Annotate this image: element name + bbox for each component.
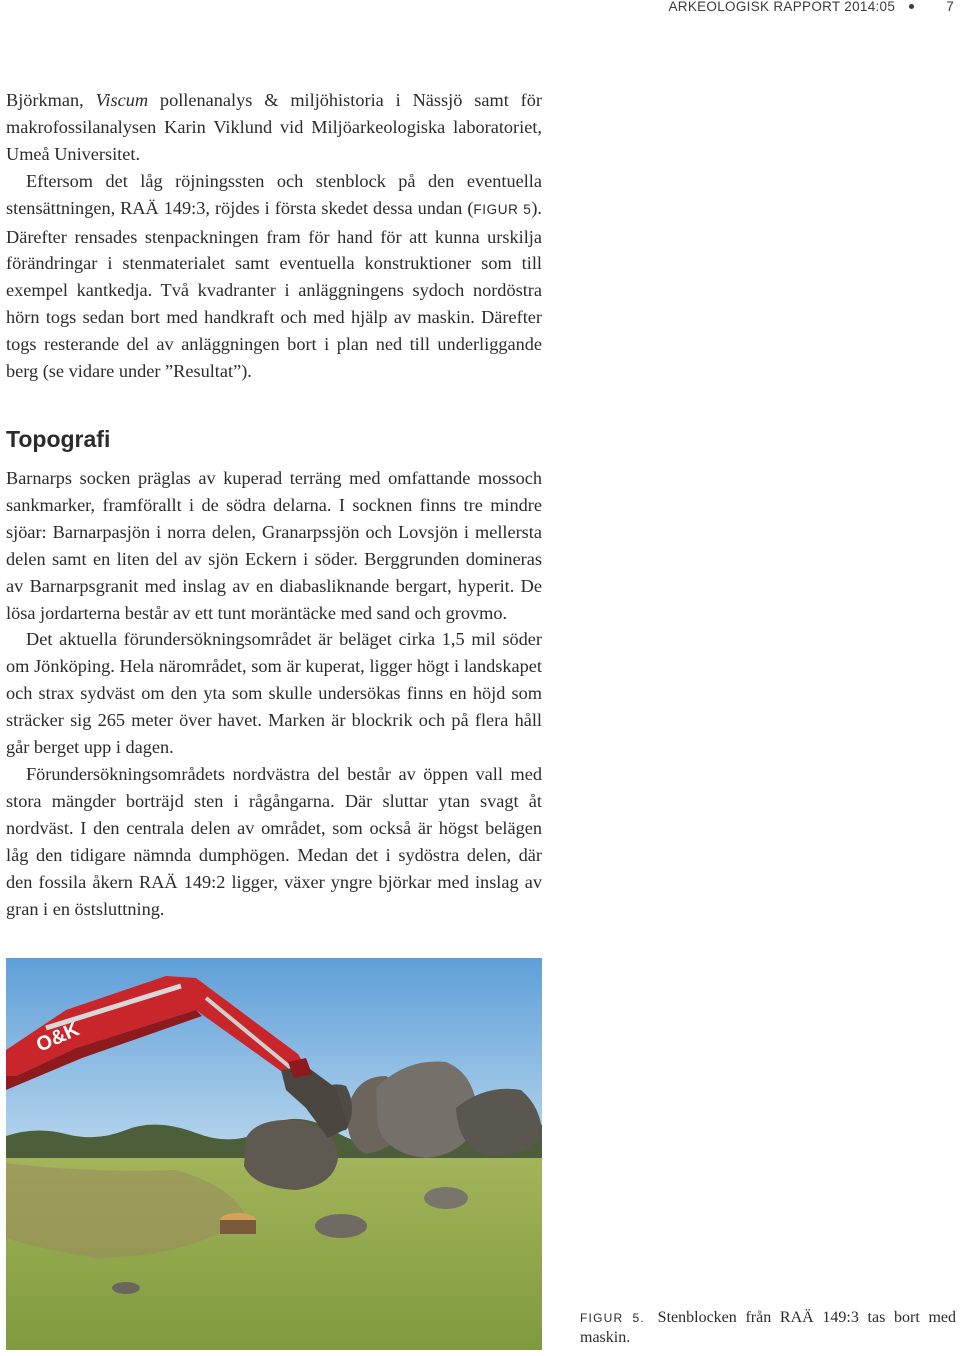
- figure-reference: FIGUR 5: [473, 201, 532, 217]
- excavator-logo: O&K: [33, 1018, 83, 1057]
- report-title: ARKEOLOGISK RAPPORT 2014:05: [668, 0, 896, 14]
- separator-bullet-icon: [909, 4, 914, 9]
- topografi-paragraph-2: Det aktuella förundersökningsområdet är beläget cirka 1,5 mil söder om Jönköping. Hela närområdet, som är kuperat, ligger högt i landskapet och strax sydväst om den yta som skulle undersökas finns en höjd som sträcker sig 265 meter över havet. Marken är blockrik och på flera håll går berget upp i dagen.: [6, 629, 542, 758]
- topografi-paragraph-1: Barnarps socken präglas av kuperad terräng med omfattande mossoch sankmarker, framförallt i de södra delarna. I socknen finns tre mindre sjöar: Barnarpasjön i norra delen, Granarpssjön och Lovsjön i mellersta delen samt en liten del av sjön Eckern i söder. Berggrunden domineras av Barnarpsgranit med inslag av en diabasliknande bergart, hyperit. De lösa jordarterna består av ett tunt moräntäcke med sand och grovmo.: [6, 468, 542, 623]
- figure-caption-text: Stenblocken från RAÄ 149:3 tas bort med maskin.: [580, 1309, 957, 1346]
- intro-paragraph-1: Björkman, Viscum pollenanalys & miljöhistoria i Nässjö samt för makrofossilanalysen Karin Viklund vid Miljöarkeologiska laboratoriet, Umeå Universitet.: [6, 90, 542, 164]
- intro-paragraph-2: Eftersom det låg röjningssten och stenblock på den eventuella stensättningen, RAÄ 149:3, röjdes i första skedet dessa undan (FIGUR 5). Därefter rensades stenpackningen fram för hand för att kunna urskilja förändringar i stenmaterialet samt eventuella konstruktioner som till exempel kantkedja. Två kvadranter i anläggningens sydoch nordöstra hörn togs sedan bort med handkraft och med hjälp av maskin. Därefter togs resterande del av anläggningen bort i plan ned till underliggande berg (se vidare under ”Resultat”).: [6, 170, 542, 382]
- stone: [112, 1282, 140, 1294]
- taxon-name: Viscum: [95, 90, 149, 110]
- page-number: 7: [946, 0, 954, 14]
- excavation-photo: [6, 958, 542, 1350]
- intro-text-block: [6, 87, 542, 385]
- figure-label: FIGUR 5.: [580, 1311, 645, 1325]
- topografi-text-block: [6, 465, 542, 922]
- stone: [424, 1187, 468, 1209]
- topografi-paragraph-3: Förundersökningsområdets nordvästra del består av öppen vall med stora mängder borträjd sten i rågångarna. Där sluttar ytan svagt åt nordväst. I den centrala delen av området, som också är högst belägen låg den tidigare nämnda dumphögen. Medan det i sydöstra delen, där den fossila åkern RAÄ 149:2 ligger, växer yngre björkar med inslag av gran i en östsluttning.: [6, 763, 542, 919]
- stone: [315, 1214, 367, 1238]
- running-header: [668, 0, 954, 14]
- section-heading-topografi: Topografi: [6, 426, 111, 452]
- excavation-photo-illustration: [6, 958, 542, 1350]
- figure-caption: [580, 1308, 956, 1348]
